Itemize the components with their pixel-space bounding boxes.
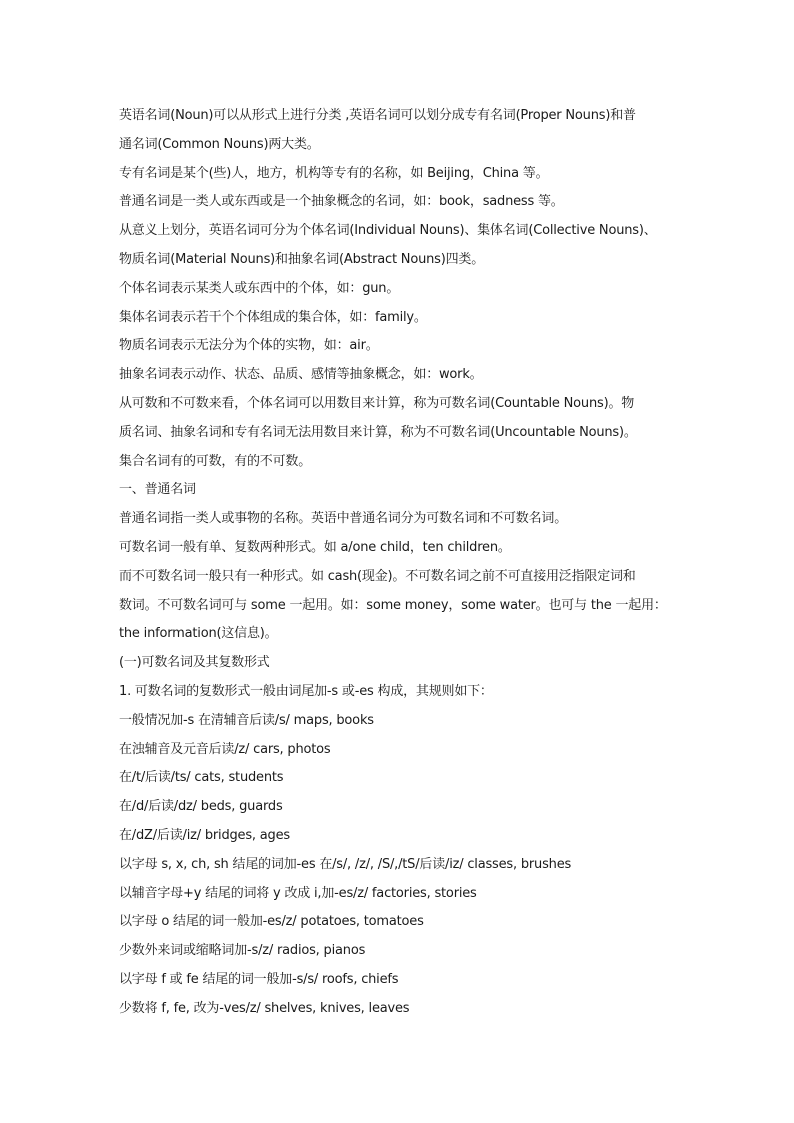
text-line: 个体名词表示某类人或东西中的个体，如：gun。 — [119, 280, 400, 296]
rule-intro: 1. 可数名词的复数形式一般由词尾加-s 或-es 构成，其规则如下： — [119, 683, 493, 699]
text-line: 普通名词指一类人或事物的名称。英语中普通名词分为可数名词和不可数名词。 — [119, 511, 568, 527]
rule-item: 少数将 f, fe, 改为-ves/z/ shelves, knives, leaves — [119, 1000, 410, 1016]
text-line: 物质名词(Material Nouns)和抽象名词(Abstract Nouns)四类。 — [119, 251, 484, 267]
text-line: 英语名词(Noun)可以从形式上进行分类 ,英语名词可以划分成专有名词(Proper Nouns)和普 — [119, 108, 636, 123]
text-line: 集体名词表示若干个个体组成的集合体，如：family。 — [119, 309, 427, 325]
text-line: 抽象名词表示动作、状态、品质、感情等抽象概念，如：work。 — [119, 367, 483, 383]
text-line: 普通名词是一类人或东西或是一个抽象概念的名词，如：book，sadness 等。 — [119, 194, 564, 210]
text-line: 质名词、抽象名词和专有名词无法用数目来计算，称为不可数名词(Uncountable Nouns)。 — [119, 424, 637, 440]
rule-item: 以字母 o 结尾的词一般加-es/z/ potatoes, tomatoes — [119, 914, 424, 930]
rule-item: 以辅音字母+y 结尾的词将 y 改成 i,加-es/z/ factories, stories — [119, 885, 477, 901]
rule-item: 在/dZ/后读/iz/ bridges, ages — [119, 827, 290, 843]
rule-item: 以字母 s, x, ch, sh 结尾的词加-es 在/s/, /z/, /S/,/tS/后读/iz/ classes, brushes — [119, 856, 572, 872]
text-line: 数词。不可数名词可与 some 一起用。如：some money，some water。也可与 the 一起用： — [119, 597, 667, 613]
text-line: the information(这信息)。 — [119, 626, 278, 642]
rule-item: 一般情况加-s 在清辅音后读/s/ maps, books — [119, 712, 374, 728]
document-body — [119, 102, 681, 1024]
text-line: 从可数和不可数来看，个体名词可以用数目来计算，称为可数名词(Countable Nouns)。物 — [119, 395, 635, 411]
text-line: 而不可数名词一般只有一种形式。如 cash(现金)。不可数名词之前不可直接用泛指限定词和 — [119, 568, 636, 584]
text-line: 从意义上划分，英语名词可分为个体名词(Individual Nouns)、集体名词(Collective Nouns)、 — [119, 223, 657, 239]
text-line: 集合名词有的可数，有的不可数。 — [119, 453, 312, 469]
rule-item: 在浊辅音及元音后读/z/ cars, photos — [119, 741, 331, 757]
rule-item: 在/t/后读/ts/ cats, students — [119, 770, 284, 786]
text-line: 可数名词一般有单、复数两种形式。如 a/one child，ten children。 — [119, 539, 511, 555]
rule-item: 以字母 f 或 fe 结尾的词一般加-s/s/ roofs, chiefs — [119, 971, 399, 987]
text-line: 物质名词表示无法分为个体的实物，如：air。 — [119, 338, 379, 354]
text-line: 专有名词是某个(些)人，地方，机构等专有的名称，如 Beijing，China 等。 — [119, 165, 549, 181]
rule-item: 少数外来词或缩略词加-s/z/ radios, pianos — [119, 943, 366, 959]
subsection-heading: (一)可数名词及其复数形式 — [119, 655, 270, 671]
rule-item: 在/d/后读/dz/ beds, guards — [119, 799, 283, 815]
text-line: 通名词(Common Nouns)两大类。 — [119, 136, 320, 152]
section-heading: 一、普通名词 — [119, 482, 196, 498]
